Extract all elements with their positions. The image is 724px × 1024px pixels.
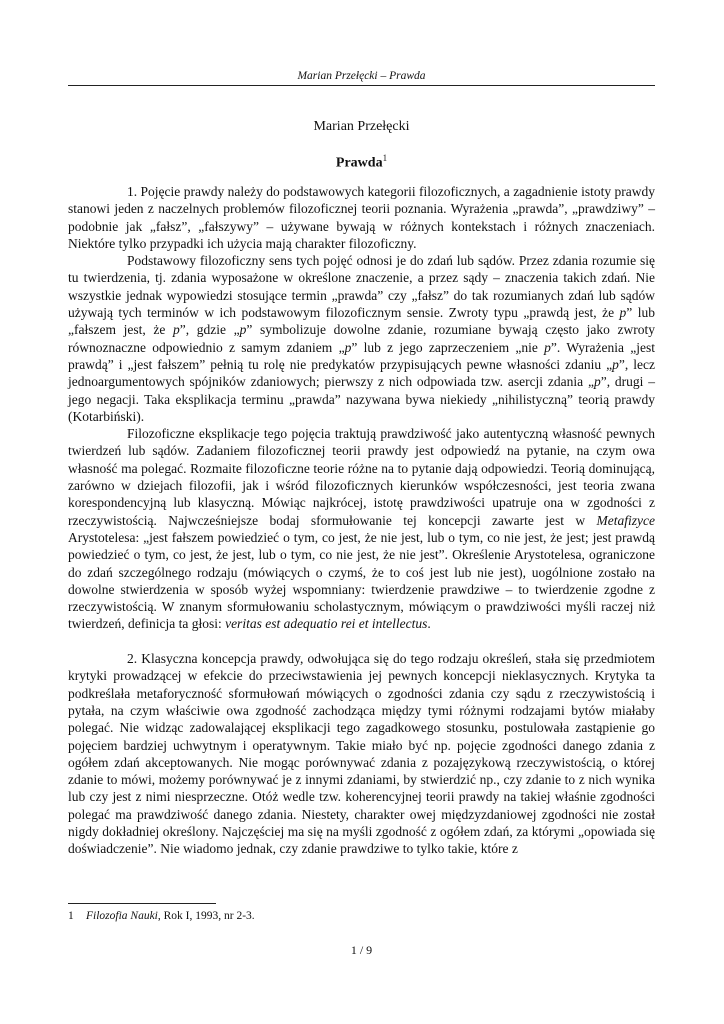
article-body xyxy=(68,183,655,858)
footnote-details: , Rok I, 1993, nr 2-3. xyxy=(157,910,255,922)
paragraph: 2. Klasyczna koncepcja prawdy, odwołująca się do tego rodzaju określeń, stała się przedmiotem krytyki prowadzącej w efekcie do przeciwstawienia jej pewnych koncepcji nieklasycznych. Krytyka ta podkreślała metaforyczność sformułowań mówiących o zgodności zdania czy sądu z rzeczywistością i pytała, na czym właściwie owa zgodność zachodząca między tymi różnymi rodzajami bytów miałaby polegać. Nie widząc zadowalającej eksplikacji tego zagadkowego stosunku, postulowała zastąpienie go pojęciem bardziej uchwytnym i operatywnym. Takie miało być np. pojęcie zgodności danego zdania z ogółem zdań akceptowanych. Nie mogąc porównywać zdania z pozajęzykową rzeczywistością, o której zdanie to mówi, możemy porównywać je z innymi zdaniami, by stwierdzić np., czy zdanie to z nich wynika lub czy jest z nimi niesprzeczne. Otóż wedle tzw. koherencyjnej teorii prawdy na takiej właśnie zgodności polegać ma prawdziwość danego zdania. Niestety, charakter owej międzyzdaniowej zgodności nie został nigdy dokładniej określony. Najczęściej ma się na myśli zgodność z ogółem zdań, za którymi „opowiada się doświadczenie”. Nie wiadomo jednak, czy zdanie prawdziwe to tylko takie, które z xyxy=(68,651,655,857)
paragraph: Filozoficzne eksplikacje tego pojęcia traktują prawdziwość jako autentyczną własność pewnych twierdzeń lub sądów. Zadaniem filozoficznej teorii prawdy jest odpowiedź na pytanie, na czym owa własność ma polegać. Rozmaite filozoficzne teorie różne na to pytanie dają odpowiedzi. Teorią dominującą, zarówno w dziejach filozofii, jak i wśród filozoficznych kierunków współczesności, jest teoria zwana korespondencyjną lub klasyczną. Mówiąc najkrócej, istotę prawdziwości upatruje ona w zgodności z rzeczywistością. Najwcześniejsze bodaj sformułowanie tej koncepcji zawarte jest w Metafizyce Arystotelesa: „jest fałszem powiedzieć o tym, co jest, że nie jest, lub o tym, co nie jest, że jest; jest prawdą powiedzieć o tym, co jest, że jest, lub o tym, co nie jest, że nie jest”. Określenie Arystotelesa, ograniczone do zdań szczególnego rodzaju (mówiących o czymś, że to coś jest lub nie jest), uogólnione zostało na dowolne stwierdzenia w sposób wyżej wspomniany: twierdzenie prawdziwe – to twierdzenie zgodne z rzeczywistością. W znanym sformułowaniu scholastycznym, mówiącym o prawdziwości myśli raczej niż twierdzeń, definicja ta głosi: veritas est adequatio rei et intellectus. xyxy=(68,426,655,632)
footnote xyxy=(68,909,655,923)
running-header: Marian Przełęcki – Prawda xyxy=(297,70,426,82)
footnote-number: 1 xyxy=(68,910,74,922)
footnote-divider xyxy=(68,903,216,904)
footnote-reference[interactable]: 1 xyxy=(382,153,388,163)
author-name: Marian Przełęcki xyxy=(313,119,410,134)
article-title xyxy=(68,150,655,172)
header-divider xyxy=(68,85,655,86)
title-text: Prawda xyxy=(335,155,383,171)
page-number: 1 / 9 xyxy=(350,943,373,957)
paragraph: Podstawowy filozoficzny sens tych pojęć odnosi je do zdań lub sądów. Przez zdania rozumie się tu twierdzenia, tj. zdania wyposażone w określone znaczenie, a przez sądy – znaczenia takich zdań. Nie wszystkie jednak wypowiedzi stosujące termin „prawda” czy „fałsz” do tak rozumianych zdań lub sądów używają tych terminów w ich podstawowym filozoficznym sensie. Zwroty typu „prawdą jest, że p” lub „fałszem jest, że p”, gdzie „p” symbolizuje dowolne zdanie, rozumiane bywają często jako zwroty równoznaczne odpowiednio z samym zdaniem „p” lub z jego zaprzeczeniem „nie p”. Wyrażenia „jest prawdą” i „jest fałszem” pełnią tu rolę nie predykatów przypisujących pewne własności zdaniu „p”, lecz jednoargumentowych spójników zdaniowych; pierwszy z nich odpowiada tzw. asercji zdania „p”, drugi – jego negacji. Taka eksplikacja terminu „prawda” nazywana bywa niekiedy „nihilistyczną” teorią prawdy (Kotarbiński). xyxy=(68,253,656,424)
paragraph: 1. Pojęcie prawdy należy do podstawowych kategorii filozoficznych, a zagadnienie istoty prawdy stanowi jeden z naczelnych problemów filozoficznej teorii poznania. Wyrażenia „prawda”, „prawdziwy” – podobnie jak „fałsz”, „fałszywy” – używane bywają w różnych kontekstach i różnych znaczeniach. Niektóre tylko przypadki ich użycia mają charakter filozoficzny. xyxy=(68,184,655,251)
footnote-source: Filozofia Nauki xyxy=(86,910,158,922)
